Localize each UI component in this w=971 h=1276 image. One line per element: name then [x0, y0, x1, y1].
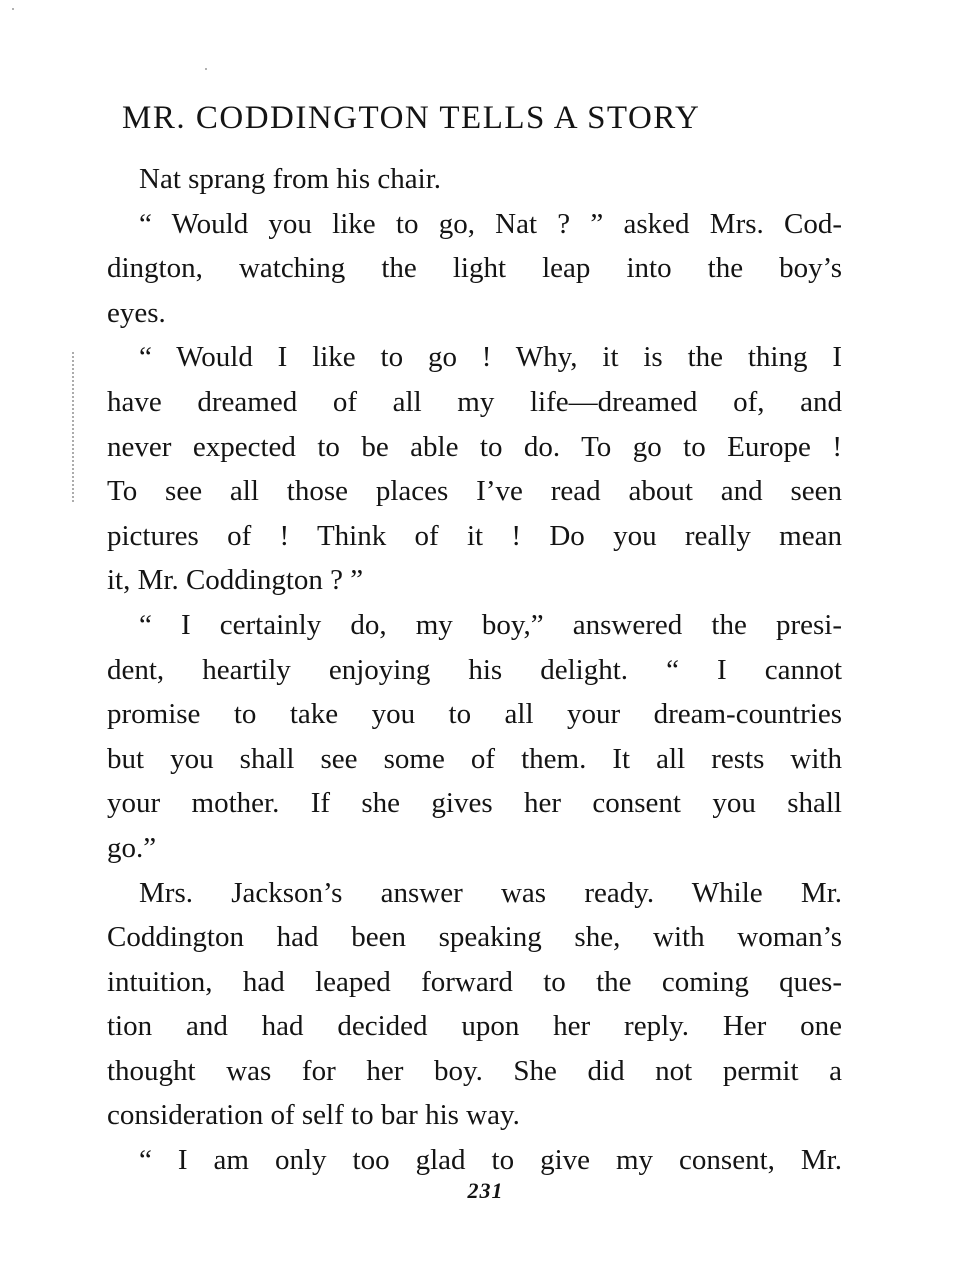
text-line: “ I certainly do, my boy,” answered the presi-	[139, 608, 842, 641]
text-line: intuition, had leaped forward to the coming ques-	[107, 965, 842, 998]
text-line: dent, heartily enjoying his delight. “ I cannot	[107, 653, 842, 686]
running-head: MR. CODDINGTON TELLS A STORY	[122, 100, 701, 136]
text-line: it, Mr. Coddington ? ”	[107, 564, 364, 597]
margin-marks	[72, 352, 76, 502]
body-text	[107, 157, 842, 1183]
text-line: Coddington had been speaking she, with woman’s	[107, 921, 842, 954]
text-line: pictures of ! Think of it ! Do you really mean	[107, 519, 842, 552]
text-line: “ Would I like to go ! Why, it is the thing I	[139, 341, 842, 374]
speck	[12, 8, 14, 10]
text-line: thought was for her boy. She did not permit a	[107, 1054, 842, 1087]
text-line: tion and had decided upon her reply. Her one	[107, 1010, 842, 1043]
text-line: go.”	[107, 831, 157, 864]
text-line: To see all those places I’ve read about and seen	[107, 475, 842, 508]
speck	[205, 68, 207, 70]
text-line: eyes.	[107, 296, 166, 329]
text-line: “ Would you like to go, Nat ? ” asked Mrs. Cod-	[139, 207, 842, 240]
text-line: Mrs. Jackson’s answer was ready. While Mr.	[139, 876, 842, 909]
text-line: have dreamed of all my life—dreamed of, and	[107, 385, 842, 418]
text-line: but you shall see some of them. It all rests with	[107, 742, 842, 775]
text-line: dington, watching the light leap into the boy’s	[107, 252, 842, 285]
text-line: consideration of self to bar his way.	[107, 1099, 520, 1132]
page-number: 231	[467, 1178, 504, 1203]
text-line: promise to take you to all your dream-countries	[107, 698, 842, 731]
text-line: never expected to be able to do. To go to Europe !	[107, 430, 842, 463]
text-line: Nat sprang from his chair.	[139, 163, 442, 195]
text-line: your mother. If she gives her consent you shall	[107, 787, 842, 820]
text-line: “ I am only too glad to give my consent, Mr.	[139, 1144, 842, 1177]
